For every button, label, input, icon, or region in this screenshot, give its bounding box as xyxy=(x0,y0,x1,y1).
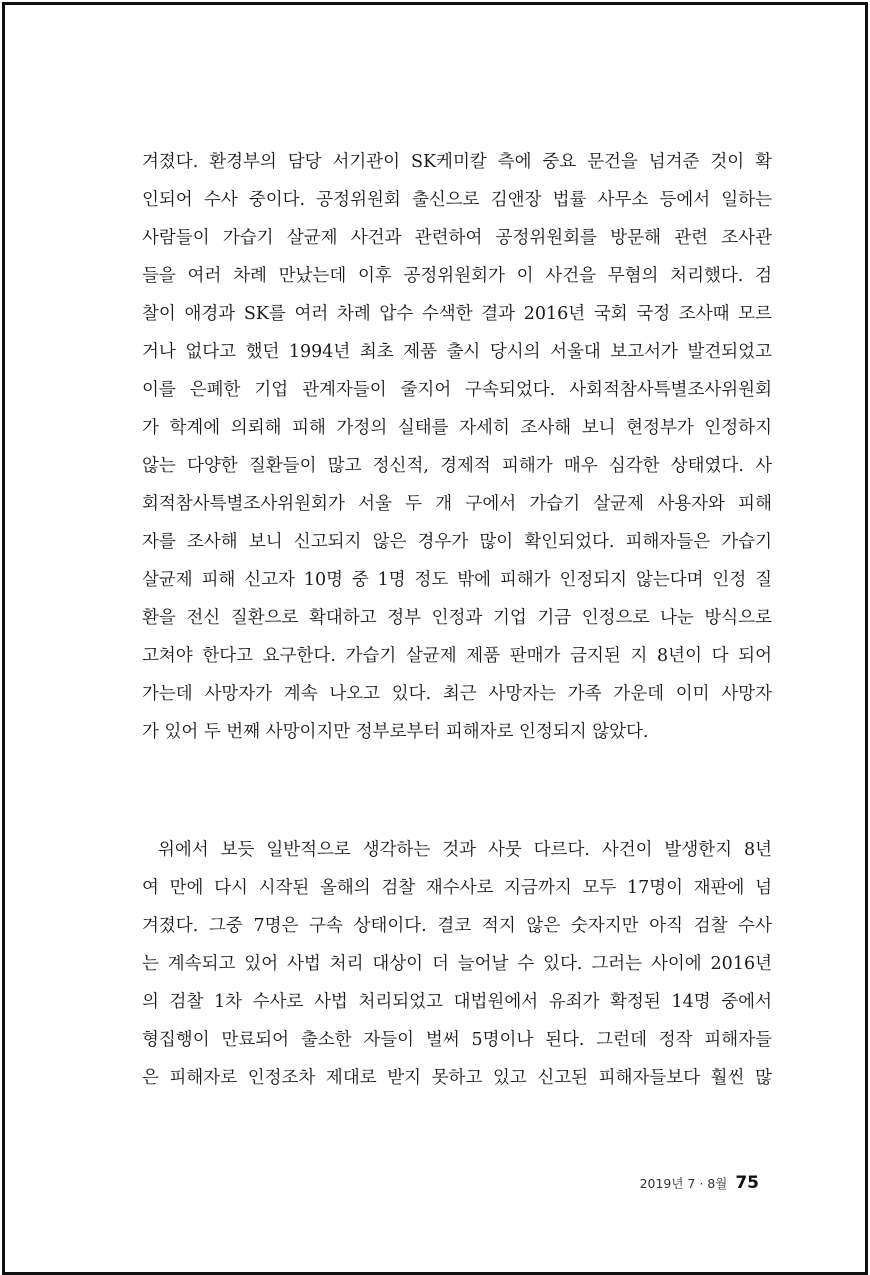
text-line: 회적참사특별조사위원회가 서울 두 개 구에서 가습기 살균제 사용자와 피해 xyxy=(142,494,772,514)
text-line: 가 학계에 의뢰해 피해 가정의 실태를 자세히 조사해 보니 현정부가 인정하지 xyxy=(142,418,772,438)
text-line: 가 있어 두 번째 사망이지만 정부로부터 피해자로 인정되지 않았다. xyxy=(142,722,649,742)
text-line: 찰이 애경과 SK를 여러 차례 압수 수색한 결과 2016년 국회 국정 조사때 모르 xyxy=(142,304,772,324)
text-line: 살균제 피해 신고자 10명 중 1명 정도 밖에 피해가 인정되지 않는다며 인정 질 xyxy=(142,570,772,590)
body-paragraph-1 xyxy=(142,143,772,751)
text-line: 의 검찰 1차 수사로 사법 처리되었고 대법원에서 유죄가 확정된 14명 중에서 xyxy=(142,992,772,1012)
text-line: 가는데 사망자가 계속 나오고 있다. 최근 사망자는 가족 가운데 이미 사망자 xyxy=(142,684,772,704)
page-frame xyxy=(2,2,868,1275)
text-line: 겨졌다. 환경부의 담당 서기관이 SK케미칼 측에 중요 문건을 넘겨준 것이 확 xyxy=(142,152,772,172)
text-line: 자를 조사해 보니 신고되지 않은 경우가 많이 확인되었다. 피해자들은 가습기 xyxy=(142,532,772,552)
text-line-indented: 위에서 보듯 일반적으로 생각하는 것과 사뭇 다르다. 사건이 발생한지 8년 xyxy=(158,840,772,860)
text-line: 는 계속되고 있어 사법 처리 대상이 더 늘어날 수 있다. 그러는 사이에 2016년 xyxy=(142,954,772,974)
page-footer xyxy=(640,1173,759,1193)
text-line: 들을 여러 차례 만났는데 이후 공정위원회가 이 사건을 무혐의 처리했다. 검 xyxy=(142,266,772,286)
text-line: 여 만에 다시 시작된 올해의 검찰 재수사로 지금까지 모두 17명이 재판에 넘 xyxy=(142,878,772,898)
text-line: 이를 은폐한 기업 관계자들이 줄지어 구속되었다. 사회적참사특별조사위원회 xyxy=(142,380,772,400)
text-line: 거나 없다고 했던 1994년 최초 제품 출시 당시의 서울대 보고서가 발견되었고 xyxy=(142,342,772,362)
text-line: 환을 전신 질환으로 확대하고 정부 인정과 기업 기금 인정으로 나눈 방식으로 xyxy=(142,608,772,628)
body-paragraph-2 xyxy=(142,831,772,1097)
text-line: 사람들이 가습기 살균제 사건과 관련하여 공정위원회를 방문해 관련 조사관 xyxy=(142,228,772,248)
text-line: 겨졌다. 그중 7명은 구속 상태이다. 결코 적지 않은 숫자지만 아직 검찰 수사 xyxy=(142,916,772,936)
text-line: 형집행이 만료되어 출소한 자들이 벌써 5명이나 된다. 그런데 정작 피해자들 xyxy=(142,1030,772,1050)
issue-date: 2019년 7 · 8월 xyxy=(639,1176,728,1191)
text-line: 않는 다양한 질환들이 많고 정신적, 경제적 피해가 매우 심각한 상태였다. 사 xyxy=(142,456,772,476)
text-line: 고쳐야 한다고 요구한다. 가습기 살균제 제품 판매가 금지된 지 8년이 다 되어 xyxy=(142,646,772,666)
page-number: 75 xyxy=(735,1173,759,1193)
text-line: 은 피해자로 인정조차 제대로 받지 못하고 있고 신고된 피해자들보다 훨씬 많 xyxy=(142,1068,772,1088)
text-line: 인되어 수사 중이다. 공정위원회 출신으로 김앤장 법률 사무소 등에서 일하는 xyxy=(142,190,772,210)
